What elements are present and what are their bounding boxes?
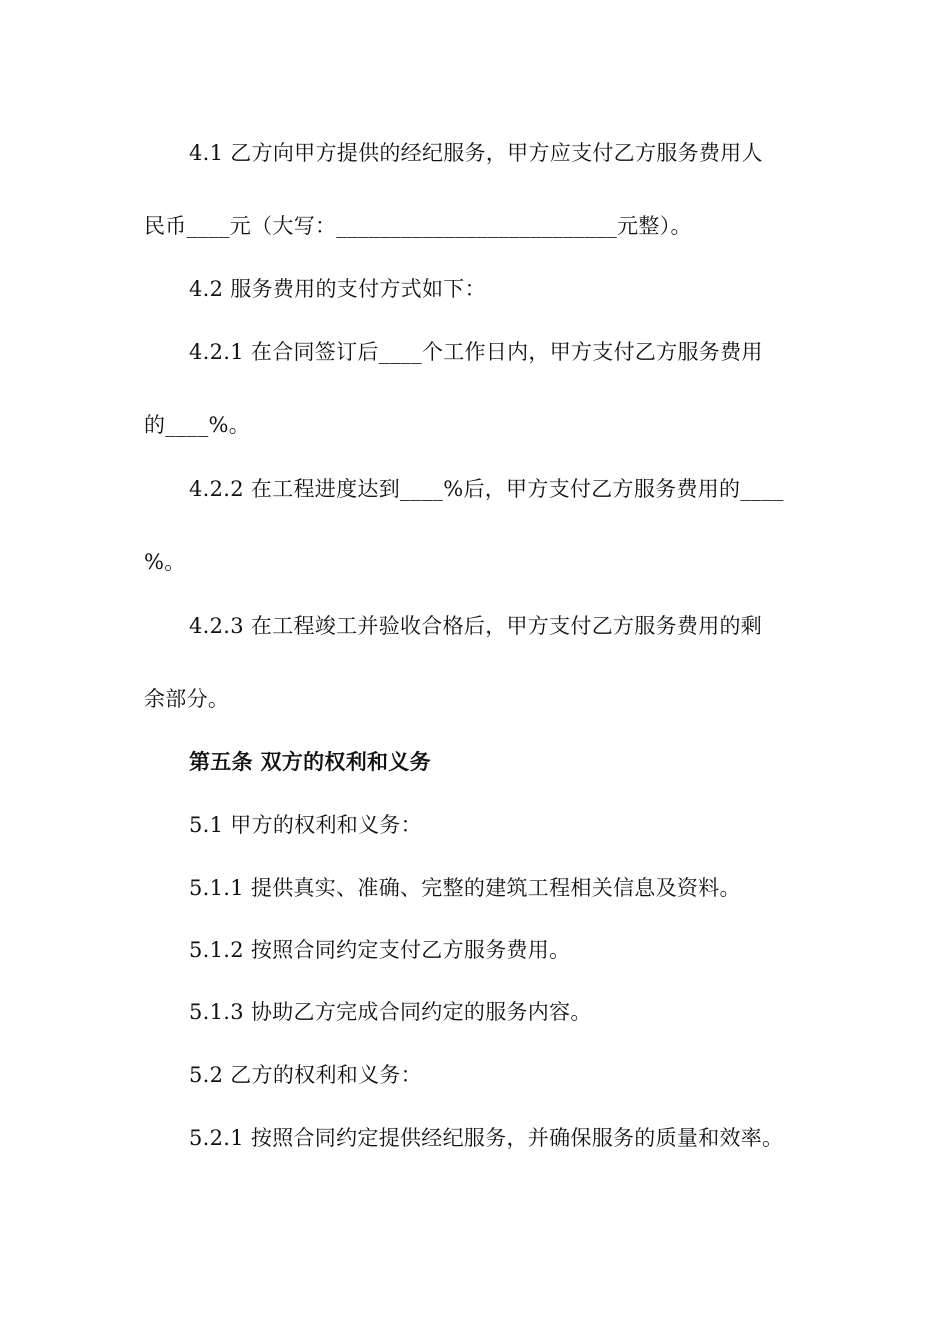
clause-5-2: 5.2 乙方的权利和义务： (189, 1063, 422, 1087)
clause-4-1-line-2: 民币____元（大写：__________________________元整）。 (144, 214, 692, 238)
section-5-heading: 第五条 双方的权利和义务 (189, 750, 431, 774)
clause-5-1-2: 5.1.2 按照合同约定支付乙方服务费用。 (189, 938, 571, 962)
clause-5-1: 5.1 甲方的权利和义务： (189, 813, 422, 837)
clause-4-2-2-line-1: 4.2.2 在工程进度达到____%后，甲方支付乙方服务费用的____ (189, 477, 784, 501)
clause-4-2-3-line-2: 余部分。 (144, 687, 230, 711)
clause-4-1-line-1: 4.1 乙方向甲方提供的经纪服务，甲方应支付乙方服务费用人 (189, 141, 763, 165)
clause-4-2-1-line-1: 4.2.1 在合同签订后____个工作日内，甲方支付乙方服务费用 (189, 340, 763, 364)
clause-5-1-3: 5.1.3 协助乙方完成合同约定的服务内容。 (189, 1000, 592, 1024)
clause-5-2-1: 5.2.1 按照合同约定提供经纪服务，并确保服务的质量和效率。 (189, 1126, 784, 1150)
clause-4-2-3-line-1: 4.2.3 在工程竣工并验收合格后，甲方支付乙方服务费用的剩 (189, 614, 763, 638)
clause-4-2: 4.2 服务费用的支付方式如下： (189, 277, 486, 301)
clause-4-2-1-line-2: 的____%。 (144, 413, 251, 437)
clause-5-1-1: 5.1.1 提供真实、准确、完整的建筑工程相关信息及资料。 (189, 876, 741, 900)
clause-4-2-2-line-2: %。 (144, 550, 186, 574)
